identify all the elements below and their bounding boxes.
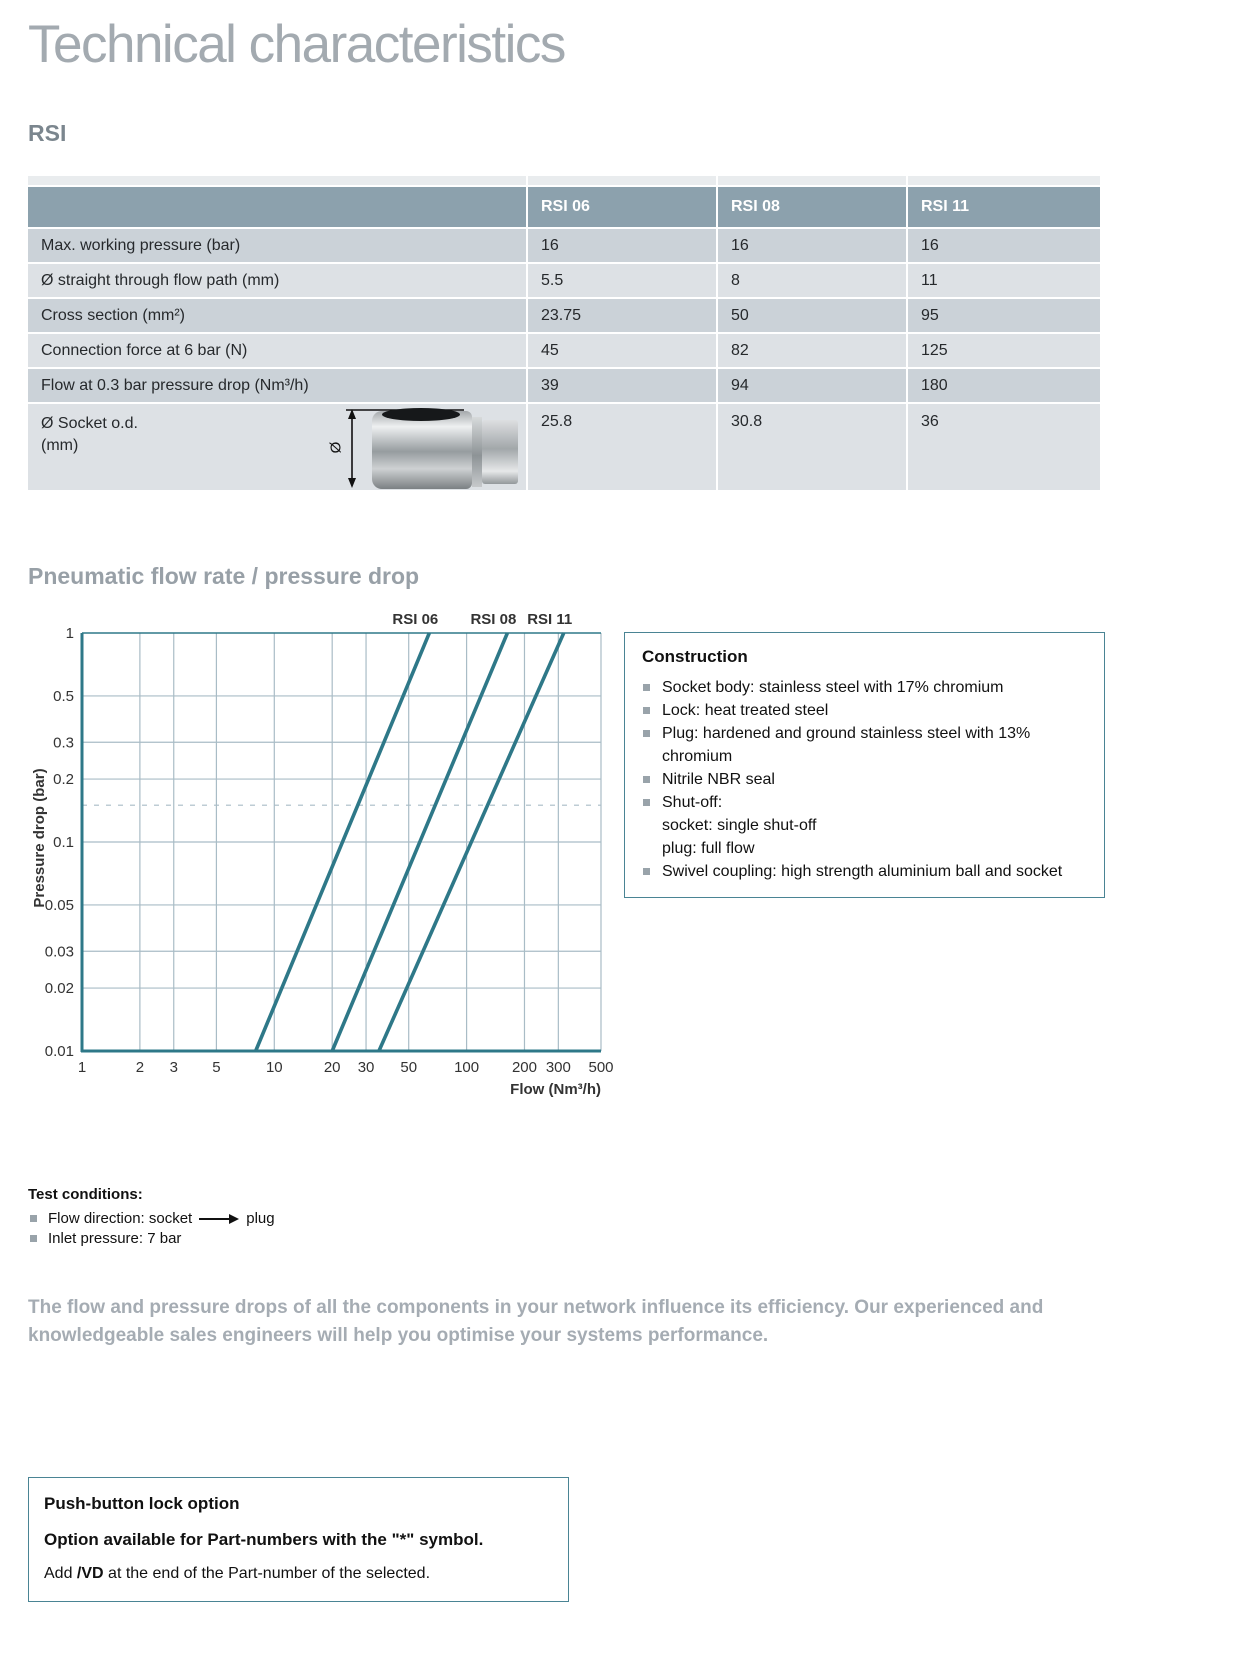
value-cell: 16 [908,229,1100,262]
x-tick-label: 3 [169,1059,178,1076]
series-label: RSI 08 [470,611,517,628]
square-bullet-icon [30,1235,37,1242]
test-conditions [28,1186,275,1249]
socket-dimension-figure [328,407,518,489]
row-label-cell: Cross section (mm²) [28,299,526,332]
y-tick-label: 0.5 [53,687,74,705]
push-box-title: Push-button lock option [44,1494,240,1513]
table-top-strip [28,176,526,185]
row-label-cell: Connection force at 6 bar (N) [28,334,526,367]
construction-bullet [640,676,1089,699]
condition-text: plug [246,1210,275,1227]
square-bullet-icon [643,776,650,783]
y-tick-label: 0.03 [44,943,74,961]
square-bullet-icon [643,707,650,714]
value-cell: 16 [528,229,716,262]
table-top-strip [718,176,906,185]
y-tick-label: 0.3 [53,734,74,752]
bullet-text: Lock: heat treated steel [662,702,829,719]
add-text-code: /VD [76,1565,104,1582]
flow-pressure-chart-svg [28,600,618,1100]
test-conditions-list [28,1209,275,1249]
value-cell: 25.8 [528,404,716,490]
row-label: Ø Socket o.d. (mm) [41,415,138,454]
socket-collar-shape [472,417,482,487]
value-cell: 50 [718,299,906,332]
chart-section-heading: Pneumatic flow rate / pressure drop [28,563,420,589]
y-tick-label: 0.02 [44,980,74,998]
construction-box [624,632,1105,898]
construction-bullet [640,768,1089,791]
page-title: Technical characteristics [28,15,565,74]
value-cell: 11 [908,264,1100,297]
bullet-text: Socket body: stainless steel with 17% chromium [662,679,1004,696]
x-tick-label: 10 [265,1059,283,1076]
construction-bullet-list [640,676,1089,883]
value-cell: 125 [908,334,1100,367]
flow-direction-arrow-icon [199,1214,239,1224]
test-condition-item [28,1229,275,1249]
rsi-section-heading: RSI [28,120,67,146]
series-label: RSI 06 [392,611,439,628]
test-conditions-heading: Test conditions: [28,1186,143,1203]
construction-bullet [640,791,1089,860]
value-cell: 95 [908,299,1100,332]
column-header: RSI 08 [718,187,906,227]
construction-bullet [640,860,1089,883]
value-cell: 82 [718,334,906,367]
push-button-lock-box [28,1477,569,1602]
y-axis-title: Pressure drop (bar) [31,768,48,908]
add-text-post: at the end of the Part-number of the selected. [103,1565,431,1582]
value-cell: 45 [528,334,716,367]
x-tick-label: 30 [357,1059,375,1076]
bullet-text: Swivel coupling: high strength aluminium ball and socket [662,863,1063,880]
row-label-cell: Ø straight through flow path (mm) [28,264,526,297]
value-cell: 23.75 [528,299,716,332]
push-box-option-text: Option available for Part-numbers with the "*" symbol. [44,1530,484,1549]
y-tick-label: 1 [65,625,74,642]
add-text-pre: Add [44,1565,77,1582]
value-cell: 36 [908,404,1100,490]
value-cell: 39 [528,369,716,402]
square-bullet-icon [643,730,650,737]
column-header: RSI 06 [528,187,716,227]
value-cell: 30.8 [718,404,906,490]
bullet-text: Plug: hardened and ground stainless steel with 13% chromium [662,725,1031,765]
push-box-add-text [44,1565,553,1583]
x-tick-label: 500 [588,1059,614,1076]
construction-bullet [640,699,1089,722]
series-label: RSI 11 [527,611,573,628]
note-paragraph: The flow and pressure drops of all the components in your network influence its efficiency. Our experienced and knowledgeable sales engineers will help you optimise your systems performance. [28,1297,1044,1346]
x-axis-title: Flow (Nm³/h) [510,1081,601,1098]
column-header: RSI 11 [908,187,1100,227]
row-label-cell: Max. working pressure (bar) [28,229,526,262]
value-cell: 180 [908,369,1100,402]
x-tick-label: 300 [545,1059,571,1076]
y-tick-label: 0.2 [53,771,74,789]
socket-hex-nut-shape [482,420,518,484]
diameter-symbol: Ø [327,441,345,454]
x-tick-label: 5 [212,1059,221,1076]
y-tick-label: 0.01 [44,1043,74,1060]
value-cell: 8 [718,264,906,297]
square-bullet-icon [643,799,650,806]
row-label-cell: Flow at 0.3 bar pressure drop (Nm³/h) [28,369,526,402]
square-bullet-icon [643,868,650,875]
construction-title: Construction [642,647,748,666]
x-tick-label: 1 [77,1059,87,1076]
condition-text: Inlet pressure: 7 bar [48,1230,182,1247]
table-top-strip [908,176,1100,185]
construction-bullet [640,722,1089,768]
row-label-cell [28,404,526,490]
square-bullet-icon [30,1215,37,1222]
test-condition-item [28,1209,275,1229]
x-tick-label: 100 [454,1059,480,1076]
socket-photo [372,408,518,489]
value-cell: 16 [718,229,906,262]
x-tick-label: 20 [323,1059,341,1076]
x-tick-label: 200 [511,1059,537,1076]
table-top-strip [528,176,716,185]
x-tick-label: 50 [400,1059,418,1076]
bullet-text: Shut-off: socket: single shut-off plug: full flow [662,794,817,857]
condition-text: Flow direction: socket [48,1210,193,1227]
value-cell: 5.5 [528,264,716,297]
square-bullet-icon [643,684,650,691]
rsi-spec-table [28,176,1102,490]
value-cell: 94 [718,369,906,402]
socket-seal-ring [382,408,460,421]
socket-body-shape [372,411,472,489]
header-empty-cell [28,187,526,227]
x-tick-label: 2 [135,1059,145,1076]
bullet-text: Nitrile NBR seal [662,771,775,788]
flow-pressure-chart [28,600,618,1100]
y-tick-label: 0.05 [44,896,74,914]
y-tick-label: 0.1 [53,834,74,851]
